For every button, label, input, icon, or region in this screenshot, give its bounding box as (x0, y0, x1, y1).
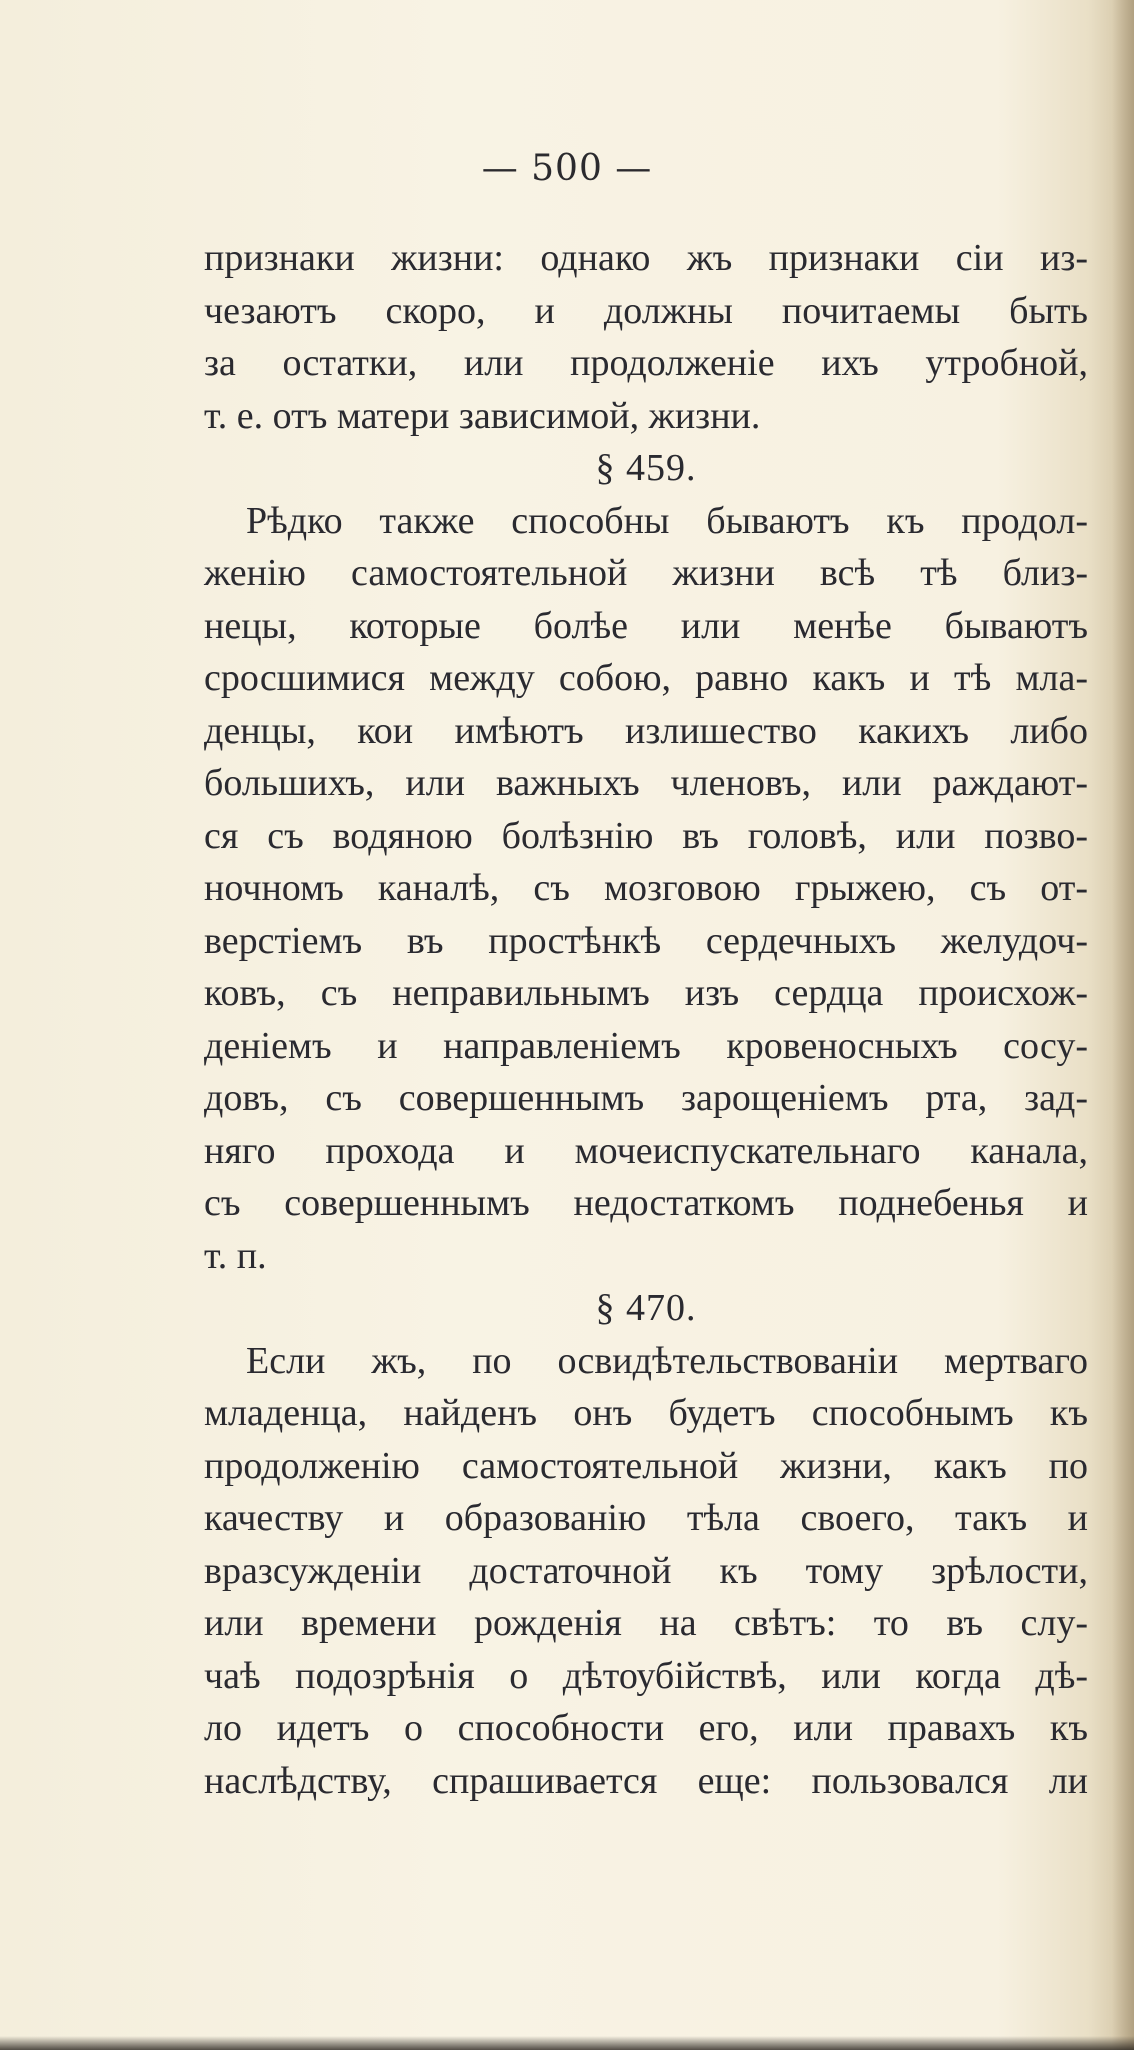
text-line: качеству и образованію тѣла своего, такъ и (204, 1497, 1088, 1539)
text-line: сросшимися между собою, равно какъ и тѣ мла- (204, 657, 1088, 699)
text-line: Если жъ, по освидѣтельствованіи мертваго (246, 1339, 1088, 1382)
section-heading-470: § 470. (595, 1287, 697, 1329)
page-edge-shadow (1112, 0, 1134, 2050)
text-line: т. е. отъ матери зависимой, жизни. (204, 394, 761, 437)
text-line: за остатки, или продолженіе ихъ утробной, (204, 342, 1088, 384)
text-line: довъ, съ совершеннымъ зарощеніемъ рта, зад- (204, 1077, 1088, 1119)
text-line: признаки жизни: однако жъ признаки сіи из- (204, 237, 1088, 279)
text-line: наслѣдству, спрашивается еще: пользовался ли (204, 1759, 1088, 1802)
page-number: — 500 — (481, 148, 653, 189)
scan-bottom-edge (0, 2036, 1134, 2050)
section-heading-459: § 459. (595, 447, 697, 489)
text-line: няго прохода и мочеиспускательнаго канала, (204, 1129, 1088, 1172)
text-line: съ совершеннымъ недостаткомъ поднебенья и (204, 1182, 1088, 1224)
text-line: нецы, которые болѣе или менѣе бываютъ (204, 604, 1088, 647)
page-body (204, 232, 1088, 1807)
text-line: женію самостоятельной жизни всѣ тѣ близ- (204, 552, 1088, 594)
text-line: верстіемъ въ простѣнкѣ сердечныхъ желудоч- (204, 919, 1088, 962)
paragraph-continuation (204, 232, 1088, 442)
text-line: продолженію самостоятельной жизни, какъ по (204, 1444, 1088, 1487)
text-line: младенца, найденъ онъ будетъ способнымъ къ (204, 1392, 1088, 1434)
text-line: чаѣ подозрѣнія о дѣтоубійствѣ, или когда дѣ- (204, 1654, 1088, 1697)
text-line: или времени рожденія на свѣтъ: то въ слу- (204, 1602, 1088, 1644)
text-line: ковъ, съ неправильнымъ изъ сердца происхож- (204, 972, 1088, 1014)
text-line: вразсужденіи достаточной къ тому зрѣлости, (204, 1549, 1088, 1592)
text-line: Рѣдко также способны бываютъ къ продол- (246, 499, 1088, 542)
paragraph-459 (204, 495, 1088, 1283)
text-line: деніемъ и направленіемъ кровеносныхъ сосу- (204, 1024, 1088, 1067)
text-line: ночномъ каналѣ, съ мозговою грыжею, съ от- (204, 867, 1088, 909)
text-line: ло идетъ о способности его, или правахъ къ (204, 1707, 1088, 1749)
text-line: т. п. (204, 1234, 267, 1277)
text-line: ся съ водяною болѣзнію въ головѣ, или позво- (204, 814, 1088, 857)
text-line: чезаютъ скоро, и должны почитаемы быть (204, 289, 1088, 332)
text-line: денцы, кои имѣютъ излишество какихъ либо (204, 709, 1088, 752)
text-line: большихъ, или важныхъ членовъ, или раждают- (204, 762, 1088, 804)
paragraph-470 (204, 1335, 1088, 1808)
